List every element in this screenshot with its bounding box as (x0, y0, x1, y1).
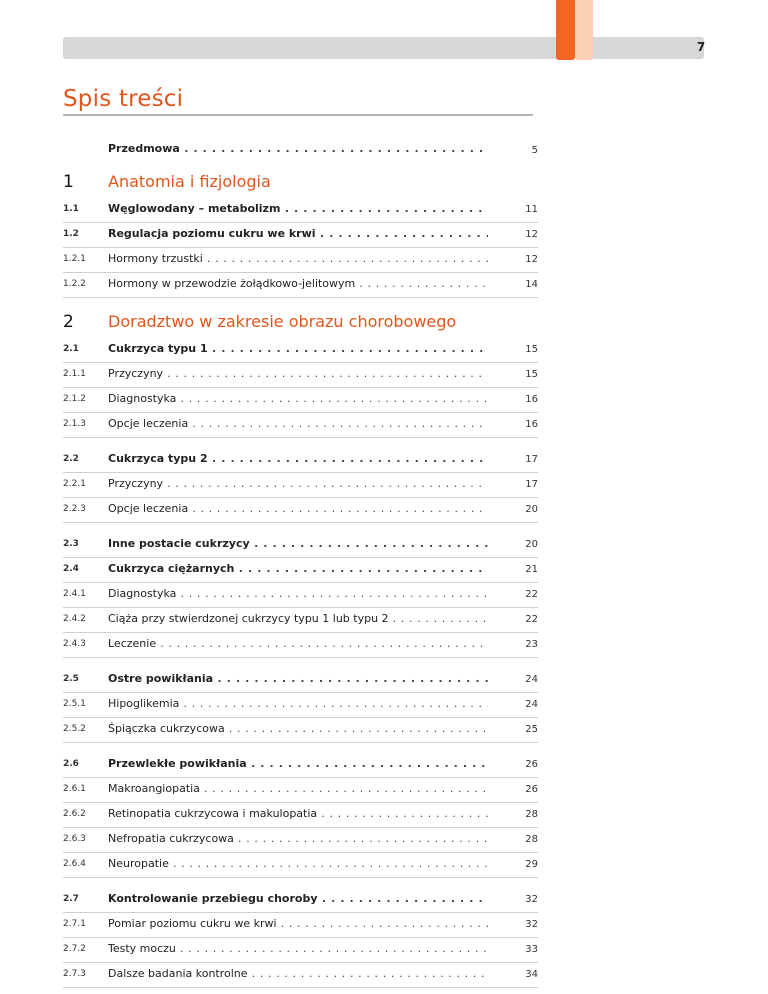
toc-entry[interactable] (63, 223, 538, 248)
toc-entry[interactable] (63, 668, 538, 693)
title-divider (63, 114, 533, 116)
toc-entry-number: 2.4.1 (63, 589, 86, 599)
toc-entry[interactable] (63, 803, 538, 828)
toc-entry-number: 2.4.2 (63, 614, 86, 624)
toc-entry[interactable] (63, 248, 538, 273)
section-gap (63, 743, 538, 753)
toc-entry-label: Cukrzyca typu 1 . . . (108, 342, 488, 358)
toc-entry-page: 14 (525, 279, 538, 290)
toc-entry-number: 2.2 (63, 454, 79, 464)
toc-entry-page: 16 (525, 394, 538, 405)
toc-entry-label: Pomiar poziomu cukru we krwi . . . (108, 917, 488, 933)
chapter-title: Anatomia i fizjologia (108, 172, 271, 191)
toc-entry-label: Regulacja poziomu cukru we krwi . . . (108, 227, 488, 243)
toc-entry-page: 22 (525, 589, 538, 600)
toc-entry-label: Inne postacie cukrzycy . . . (108, 537, 488, 553)
toc-entry-page: 28 (525, 809, 538, 820)
toc-entry[interactable] (63, 448, 538, 473)
toc-entry-number: 2.7.3 (63, 969, 86, 979)
toc-entry-label: Przedmowa . . . (108, 142, 488, 158)
toc-entry-label: Kontrolowanie przebiegu choroby . . . (108, 892, 488, 908)
toc-entry-number: 2.6.2 (63, 809, 86, 819)
toc-entry[interactable] (63, 388, 538, 413)
toc-entry[interactable] (63, 198, 538, 223)
toc-entry-label: Śpiączka cukrzycowa . . . (108, 722, 488, 738)
chapter-number: 2 (63, 312, 74, 332)
section-gap (63, 523, 538, 533)
toc-entry[interactable] (63, 913, 538, 938)
toc-entry-number: 1.2 (63, 229, 79, 239)
toc-entry-number: 2.7.1 (63, 919, 86, 929)
toc-entry-label: Cukrzyca ciężarnych . . . (108, 562, 488, 578)
toc-entry-page: 5 (531, 145, 538, 156)
toc-entry-number: 2.6.4 (63, 859, 86, 869)
toc-entry[interactable] (63, 498, 538, 523)
toc-entry-page: 22 (525, 614, 538, 625)
toc-entry-number: 2.7 (63, 894, 79, 904)
toc-entry-number: 1.2.1 (63, 254, 86, 264)
section-gap (63, 438, 538, 448)
toc-entry-label: Przyczyny . . . (108, 477, 488, 493)
toc-entry-page: 23 (525, 639, 538, 650)
toc-entry[interactable] (63, 888, 538, 913)
toc-entry-number: 2.3 (63, 539, 79, 549)
header-bar (63, 37, 704, 59)
toc-entry-page: 29 (525, 859, 538, 870)
toc-entry-page: 32 (525, 894, 538, 905)
page-title: Spis treści (63, 86, 184, 112)
toc-entry-page: 15 (525, 344, 538, 355)
toc-entry-page: 12 (525, 229, 538, 240)
toc-entry-page: 16 (525, 419, 538, 430)
toc-entry[interactable] (63, 753, 538, 778)
toc-entry-label: Przyczyny . . . (108, 367, 488, 383)
toc-entry-label: Makroangiopatia . . . (108, 782, 488, 798)
toc-entry[interactable] (63, 828, 538, 853)
toc-entry-page: 12 (525, 254, 538, 265)
toc-entry-label: Neuropatie . . . (108, 857, 488, 873)
toc-entry-label: Ostre powikłania . . . (108, 672, 488, 688)
toc-entry-label: Nefropatia cukrzycowa . . . (108, 832, 488, 848)
toc-entry-page: 24 (525, 699, 538, 710)
toc-entry-label: Leczenie . . . (108, 637, 488, 653)
toc-entry-label: Retinopatia cukrzycowa i makulopatia . . . (108, 807, 488, 823)
toc-entry[interactable] (63, 473, 538, 498)
toc-entry-page: 24 (525, 674, 538, 685)
toc-entry-preface[interactable] (63, 128, 538, 158)
toc-entry-label: Przewlekłe powikłania . . . (108, 757, 488, 773)
toc-entry[interactable] (63, 778, 538, 803)
chapter-heading[interactable] (63, 158, 538, 198)
toc-entry-label: Hormony w przewodzie żołądkowo-jelitowym . . . (108, 277, 488, 293)
toc-entry[interactable] (63, 558, 538, 583)
toc-entry-number: 2.6.3 (63, 834, 86, 844)
toc-entry[interactable] (63, 693, 538, 718)
toc-entry-page: 32 (525, 919, 538, 930)
chapter-number: 1 (63, 172, 74, 192)
chapter-tab-marker-light (575, 0, 593, 60)
toc-entry-label: Węglowodany – metabolizm . . . (108, 202, 488, 218)
toc-entry-page: 26 (525, 784, 538, 795)
chapter-title: Doradztwo w zakresie obrazu chorobowego (108, 312, 457, 331)
toc-entry-number: 2.1.1 (63, 369, 86, 379)
toc-entry-number: 2.2.1 (63, 479, 86, 489)
toc-entry-page: 20 (525, 539, 538, 550)
toc-entry-label: Hormony trzustki . . . (108, 252, 488, 268)
table-of-contents (63, 128, 538, 988)
toc-entry[interactable] (63, 363, 538, 388)
toc-entry-page: 21 (525, 564, 538, 575)
toc-entry[interactable] (63, 533, 538, 558)
toc-entry-label: Testy moczu . . . (108, 942, 488, 958)
toc-entry-page: 34 (525, 969, 538, 980)
toc-entry[interactable] (63, 633, 538, 658)
section-gap (63, 878, 538, 888)
toc-entry-page: 28 (525, 834, 538, 845)
chapter-tab-marker (556, 0, 575, 60)
toc-entry-number: 2.6 (63, 759, 79, 769)
toc-entry[interactable] (63, 938, 538, 963)
toc-entry-number: 2.7.2 (63, 944, 86, 954)
toc-entry-page: 17 (525, 454, 538, 465)
toc-entry-number: 2.1.2 (63, 394, 86, 404)
toc-entry-page: 11 (525, 204, 538, 215)
toc-entry-number: 1.2.2 (63, 279, 86, 289)
toc-entry-label: Opcje leczenia . . . (108, 417, 488, 433)
chapter-heading[interactable] (63, 298, 538, 338)
toc-entry-label: Cukrzyca typu 2 . . . (108, 452, 488, 468)
toc-entry[interactable] (63, 413, 538, 438)
toc-entry-label: Diagnostyka . . . (108, 587, 488, 603)
toc-entry[interactable] (63, 273, 538, 298)
toc-entry-page: 20 (525, 504, 538, 515)
toc-entry-number: 2.4.3 (63, 639, 86, 649)
toc-entry-number: 2.5 (63, 674, 79, 684)
toc-entry-label: Ciąża przy stwierdzonej cukrzycy typu 1 lub typu 2 . . . (108, 612, 488, 628)
toc-entry[interactable] (63, 718, 538, 743)
toc-entry[interactable] (63, 853, 538, 878)
toc-entry[interactable] (63, 963, 538, 988)
toc-entry-number: 2.5.2 (63, 724, 86, 734)
toc-entry-label: Dalsze badania kontrolne . . . (108, 967, 488, 983)
toc-entry-page: 15 (525, 369, 538, 380)
toc-entry-page: 17 (525, 479, 538, 490)
toc-entry-number: 1.1 (63, 204, 79, 214)
toc-entry[interactable] (63, 338, 538, 363)
toc-entry-label: Diagnostyka . . . (108, 392, 488, 408)
toc-entry-page: 26 (525, 759, 538, 770)
toc-entry-number: 2.1 (63, 344, 79, 354)
toc-entry-number: 2.4 (63, 564, 79, 574)
toc-entry[interactable] (63, 583, 538, 608)
toc-entry-page: 33 (525, 944, 538, 955)
page-number: 7 (696, 40, 706, 54)
toc-entry-number: 2.1.3 (63, 419, 86, 429)
toc-entry-number: 2.2.3 (63, 504, 86, 514)
toc-entry-number: 2.6.1 (63, 784, 86, 794)
toc-entry-page: 25 (525, 724, 538, 735)
toc-entry-number: 2.5.1 (63, 699, 86, 709)
toc-entry-label: Hipoglikemia . . . (108, 697, 488, 713)
toc-entry[interactable] (63, 608, 538, 633)
toc-entry-label: Opcje leczenia . . . (108, 502, 488, 518)
section-gap (63, 658, 538, 668)
